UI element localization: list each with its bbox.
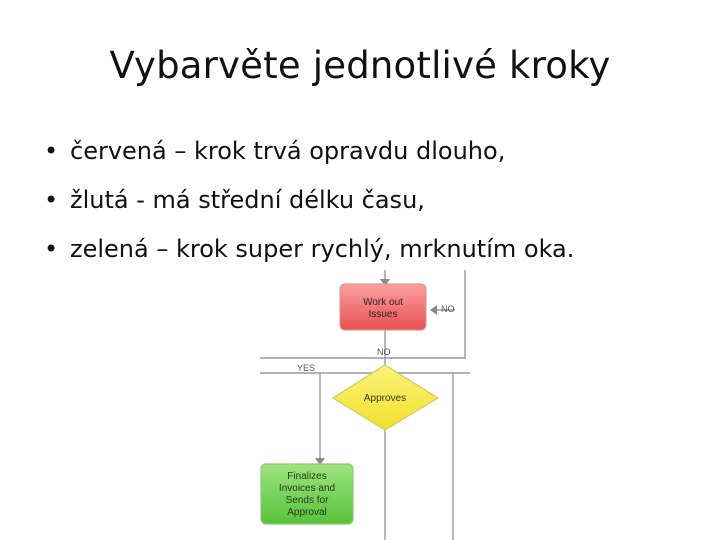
bullet-marker: •	[44, 235, 59, 263]
bullet-marker: •	[44, 137, 59, 165]
red-box-line1: Work out	[363, 297, 403, 308]
label-yes: YES	[297, 363, 316, 373]
green-box-line3: Sends for	[285, 495, 329, 506]
label-no-right: NO	[441, 304, 455, 314]
green-box-line4: Approval	[287, 507, 327, 518]
bullet-text: červená – krok trvá opravdu dlouho,	[70, 137, 506, 165]
arrowhead-no	[430, 305, 437, 315]
flowchart-diagram	[255, 270, 470, 540]
red-box-line2: Issues	[368, 309, 398, 320]
green-box-line2: Invoices and	[278, 483, 336, 494]
bullet-text: zelená – krok super rychlý, mrknutím oka.	[70, 235, 575, 263]
bullet-list	[44, 134, 574, 281]
diamond-label: Approves	[363, 393, 407, 404]
green-box-line1: Finalizes	[287, 471, 327, 482]
slide-title: Vybarvěte jednotlivé kroky	[109, 44, 611, 87]
label-no-middle: NO	[377, 347, 391, 357]
bullet-marker: •	[44, 186, 59, 214]
bullet-item-red	[44, 134, 574, 183]
bullet-item-yellow	[44, 183, 574, 232]
bullet-text: žlutá - má střední délku času,	[70, 186, 425, 214]
